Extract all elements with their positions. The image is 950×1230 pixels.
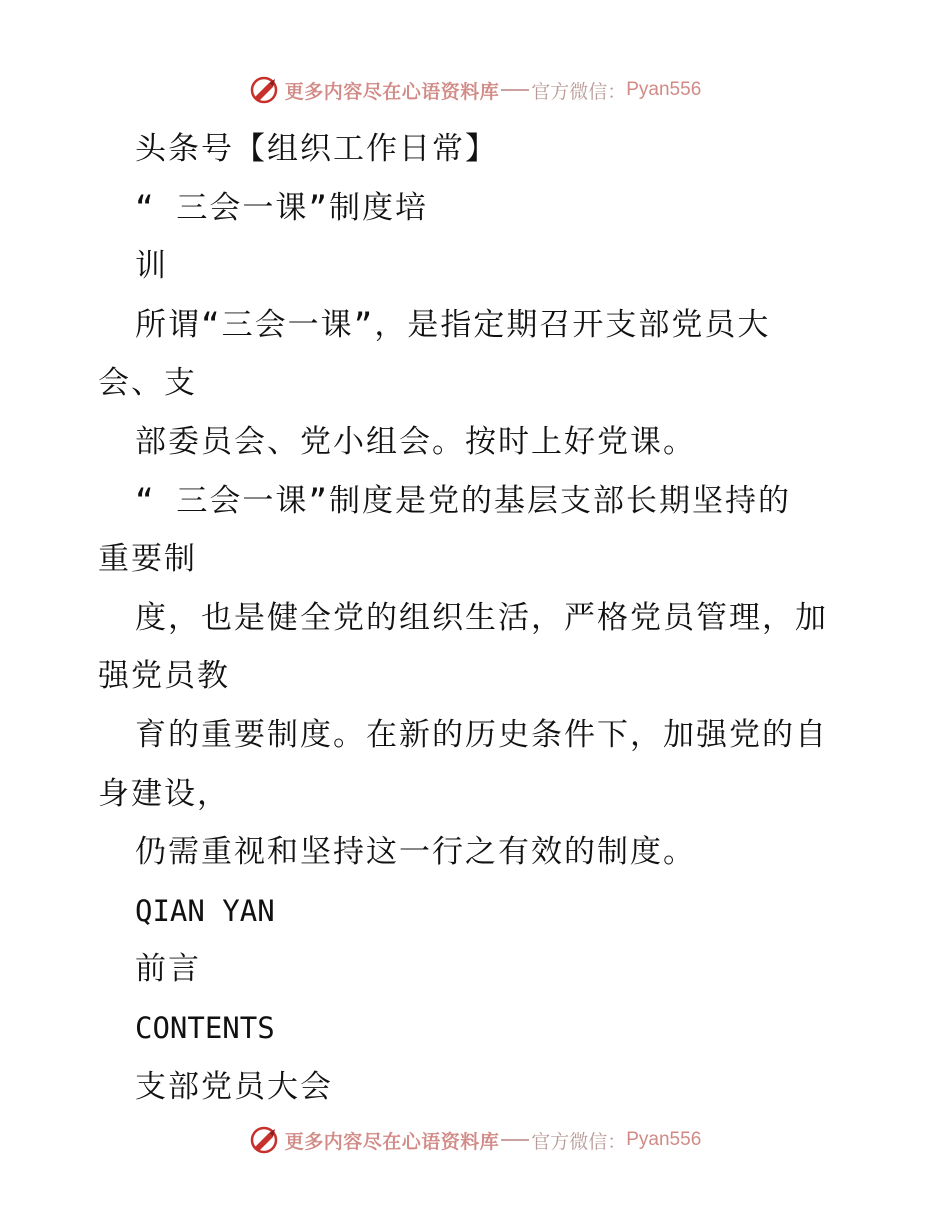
text-line: 支部党员大会	[135, 1068, 333, 1105]
watermark-wechat-label: 官方微信：	[531, 80, 627, 103]
text-line: CONTENTS	[135, 1010, 275, 1045]
header-watermark	[0, 72, 950, 108]
watermark-wechat-label: 官方微信：	[531, 1130, 627, 1153]
pen-logo-icon	[249, 75, 279, 105]
watermark-text: 更多内容尽在心语资料库	[284, 80, 500, 103]
text-line: “ 三会一课”制度培	[135, 189, 428, 226]
text-line: 前言	[135, 951, 201, 988]
watermark-wechat-id: Pyan556	[626, 1129, 702, 1150]
watermark-dash	[501, 89, 529, 91]
text-line: “ 三会一课”制度是党的基层支部长期坚持的	[135, 482, 791, 519]
watermark-wechat-id: Pyan556	[626, 79, 702, 100]
text-line: 身建设，	[98, 775, 230, 812]
text-line: 头条号【组织工作日常】	[135, 131, 498, 167]
watermark-dash	[501, 1139, 529, 1141]
text-line: 强党员教	[98, 658, 230, 695]
text-line: 所谓“三会一课”，是指定期召开支部党员大	[135, 306, 771, 343]
text-line: 训	[135, 248, 168, 285]
text-line: 重要制	[98, 541, 197, 578]
text-line: 度，也是健全党的组织生活，严格党员管理，加	[135, 599, 828, 636]
text-line: 仍需重视和坚持这一行之有效的制度。	[135, 834, 696, 871]
text-line: 会、支	[98, 365, 197, 402]
text-line: QIAN YAN	[135, 893, 275, 928]
document-body	[98, 120, 868, 1116]
pen-logo-icon	[249, 1125, 279, 1155]
watermark-text: 更多内容尽在心语资料库	[284, 1130, 500, 1153]
footer-watermark	[0, 1122, 950, 1158]
text-line: 部委员会、党小组会。按时上好党课。	[135, 423, 696, 460]
text-line: 育的重要制度。在新的历史条件下，加强党的自	[135, 716, 828, 753]
